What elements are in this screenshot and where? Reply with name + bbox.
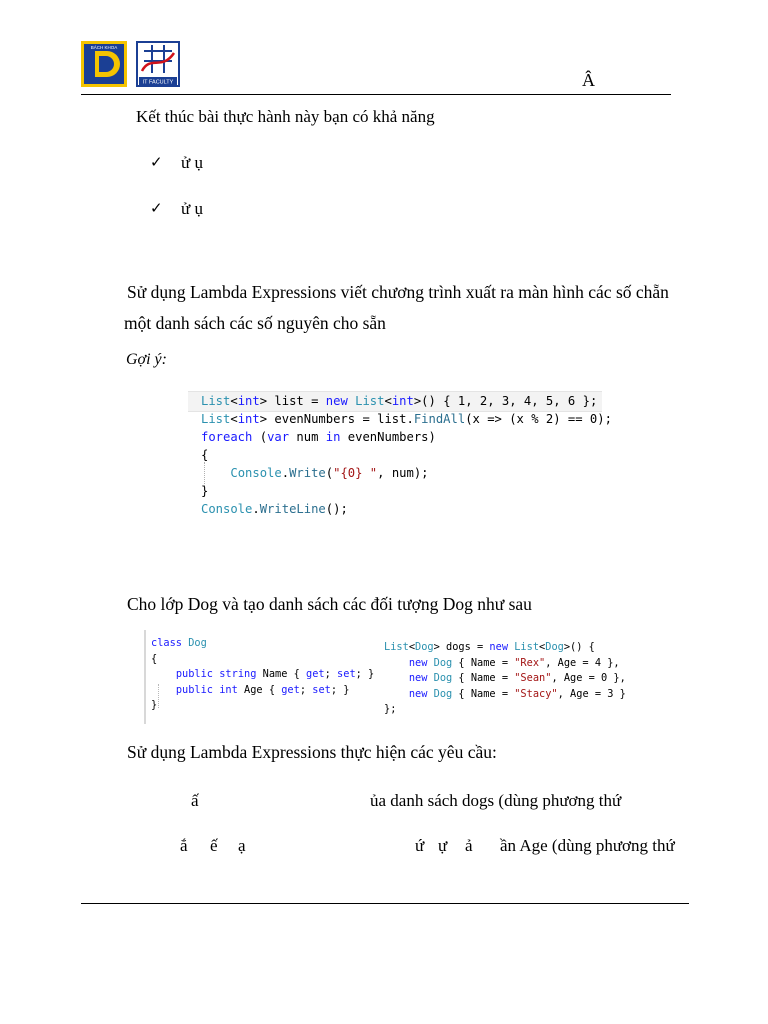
code-token: List xyxy=(201,394,231,408)
dog-list-code xyxy=(384,640,626,718)
code-token: new xyxy=(489,641,509,653)
code-token: set xyxy=(337,668,356,680)
code-token: , Age = 3 } xyxy=(557,687,626,700)
code-token: int xyxy=(219,683,238,696)
code-token: List xyxy=(514,641,540,653)
requirement-1-fragment-a: ấ xyxy=(191,791,199,810)
code-token: ( xyxy=(325,466,334,480)
code-token: Dog xyxy=(545,641,564,653)
code-token: < xyxy=(230,412,238,426)
requirement-2-fragment-a: ắ xyxy=(180,836,188,855)
code-token xyxy=(151,684,176,696)
code-token xyxy=(201,466,230,480)
code-line xyxy=(201,392,612,410)
code-token: }; xyxy=(384,703,397,715)
code-token: ; xyxy=(324,668,338,680)
task1-line2: một danh sách các số nguyên cho sẵn xyxy=(124,313,386,333)
code-token: Dog xyxy=(433,656,453,669)
code-token: ; } xyxy=(355,668,375,680)
code-token: public xyxy=(175,683,214,696)
dog-class-code xyxy=(151,636,374,714)
header-corner-text: Â xyxy=(582,70,595,90)
code-token: . xyxy=(281,466,290,480)
code-token: ; } xyxy=(330,683,350,696)
code-token: new xyxy=(325,394,348,408)
code-line xyxy=(201,500,612,518)
code-token: List xyxy=(201,412,231,426)
requirement-2-fragment-c: ạ xyxy=(238,836,246,855)
code-token: Console xyxy=(230,466,282,480)
code-token: WriteLine xyxy=(259,502,326,516)
code-token: int xyxy=(237,412,260,426)
code-token: > list = xyxy=(259,394,326,408)
code-token: { Name = xyxy=(452,656,515,669)
code-token: Dog xyxy=(433,672,453,684)
code-token: int xyxy=(391,394,414,408)
code-token: >() { xyxy=(563,641,595,653)
requirement-1-fragment-b: ủa danh sách dogs (dùng phương thứ xyxy=(370,791,622,810)
code-token: (); xyxy=(325,502,348,516)
code-token: Dog xyxy=(188,637,207,649)
hint-label: Gợi ý: xyxy=(126,351,167,368)
code-token: get xyxy=(306,668,325,680)
code-token: public xyxy=(175,668,214,680)
code-token: } xyxy=(151,699,158,711)
code-line xyxy=(201,464,612,482)
objectives-sentence: Kết thúc bài thực hành này bạn có khả năng xyxy=(136,107,435,126)
code-snippet-dog xyxy=(144,630,632,724)
code-line xyxy=(384,702,626,718)
task3-sentence: Sử dụng Lambda Expressions thực hiện các yêu cầu: xyxy=(127,742,497,762)
code-line xyxy=(151,652,374,668)
code-token: List xyxy=(384,641,409,653)
it-faculty-logo xyxy=(136,41,180,87)
code-token: new xyxy=(408,656,428,669)
checkmark-icon: ✓ xyxy=(150,199,163,217)
code-token: string xyxy=(219,668,257,680)
code-token: in xyxy=(325,430,341,444)
code-token: { xyxy=(201,448,209,462)
header-divider xyxy=(81,94,671,95)
requirement-2-fragment-d: ứ xyxy=(415,836,425,855)
code-lines xyxy=(201,392,612,518)
task2-sentence: Cho lớp Dog và tạo danh sách các đối tượng Dog như sau xyxy=(127,594,532,614)
code-token: Write xyxy=(289,466,326,480)
code-token: (x => (x % 2) == 0); xyxy=(465,412,612,426)
code-token: get xyxy=(281,683,300,696)
code-token: "Stacy" xyxy=(514,687,558,700)
code-token: > dogs = xyxy=(433,641,490,653)
code-line xyxy=(151,667,374,683)
code-token: ( xyxy=(252,430,268,444)
code-token: Dog xyxy=(433,687,453,700)
code-margin-bar xyxy=(144,630,146,724)
code-token: evenNumbers) xyxy=(340,430,436,444)
it-faculty-label: IT FACULTY xyxy=(142,79,174,86)
checkmark-icon: ✓ xyxy=(150,153,163,171)
code-token: < xyxy=(539,641,546,653)
code-token: Console xyxy=(201,502,253,516)
code-token: , Age = 4 }, xyxy=(545,656,620,669)
code-token: new xyxy=(408,672,428,684)
code-token: { Name = xyxy=(452,672,515,684)
code-token: { xyxy=(151,652,158,665)
code-token: , num); xyxy=(377,466,429,480)
code-token: > evenNumbers = list. xyxy=(259,412,414,426)
code-line xyxy=(201,410,612,428)
code-token: Age { xyxy=(237,683,282,696)
code-token: Name { xyxy=(256,668,307,680)
code-line xyxy=(201,446,612,464)
code-token xyxy=(384,688,409,700)
code-token xyxy=(151,668,176,680)
code-token: "Sean" xyxy=(514,672,552,684)
code-token: "Rex" xyxy=(514,656,546,669)
code-token: int xyxy=(237,394,260,408)
code-token: } xyxy=(201,484,209,498)
code-line xyxy=(384,640,626,656)
code-line xyxy=(151,698,374,714)
code-token: < xyxy=(384,394,392,408)
footer-divider xyxy=(81,903,689,904)
code-token: var xyxy=(267,430,290,444)
code-token: new xyxy=(408,687,428,700)
code-token: List xyxy=(355,394,385,408)
objective-item-2: ử ụ xyxy=(181,199,203,218)
code-token: num xyxy=(289,430,326,444)
code-line xyxy=(201,482,612,500)
code-line xyxy=(151,636,374,652)
code-token: Dog xyxy=(415,641,434,653)
code-token: >() { 1, 2, 3, 4, 5, 6 }; xyxy=(413,394,598,408)
objective-item-1: ử ụ xyxy=(181,153,203,172)
code-token: FindAll xyxy=(413,412,466,426)
code-token: set xyxy=(312,683,331,696)
code-line xyxy=(151,683,374,699)
requirement-2-fragment-f: ả xyxy=(465,836,473,855)
requirement-2-fragment-g: ần Age (dùng phương thứ xyxy=(500,836,675,855)
code-line xyxy=(384,687,626,703)
code-token: class xyxy=(151,637,182,649)
code-token: { Name = xyxy=(452,687,515,700)
code-token: foreach xyxy=(201,430,253,444)
requirement-2-fragment-e: ự xyxy=(438,836,448,855)
code-token: < xyxy=(408,641,416,653)
code-token: ; xyxy=(299,683,313,696)
code-token xyxy=(384,672,409,684)
bach-khoa-logo xyxy=(81,41,127,87)
requirement-2-fragment-b: ế xyxy=(210,836,218,855)
code-line xyxy=(384,671,626,687)
code-token: , Age = 0 }, xyxy=(551,672,626,684)
code-line xyxy=(384,656,626,672)
code-token xyxy=(384,657,409,669)
code-snippet-even-numbers xyxy=(188,390,612,520)
svg-text:BÁCH KHOA: BÁCH KHOA xyxy=(90,45,118,50)
code-token: . xyxy=(252,502,260,516)
code-line xyxy=(201,428,612,446)
code-token: < xyxy=(230,394,238,408)
task1-line1: Sử dụng Lambda Expressions viết chương trình xuất ra màn hình các số chẵn xyxy=(127,282,669,302)
code-token: "{0} " xyxy=(333,466,378,480)
